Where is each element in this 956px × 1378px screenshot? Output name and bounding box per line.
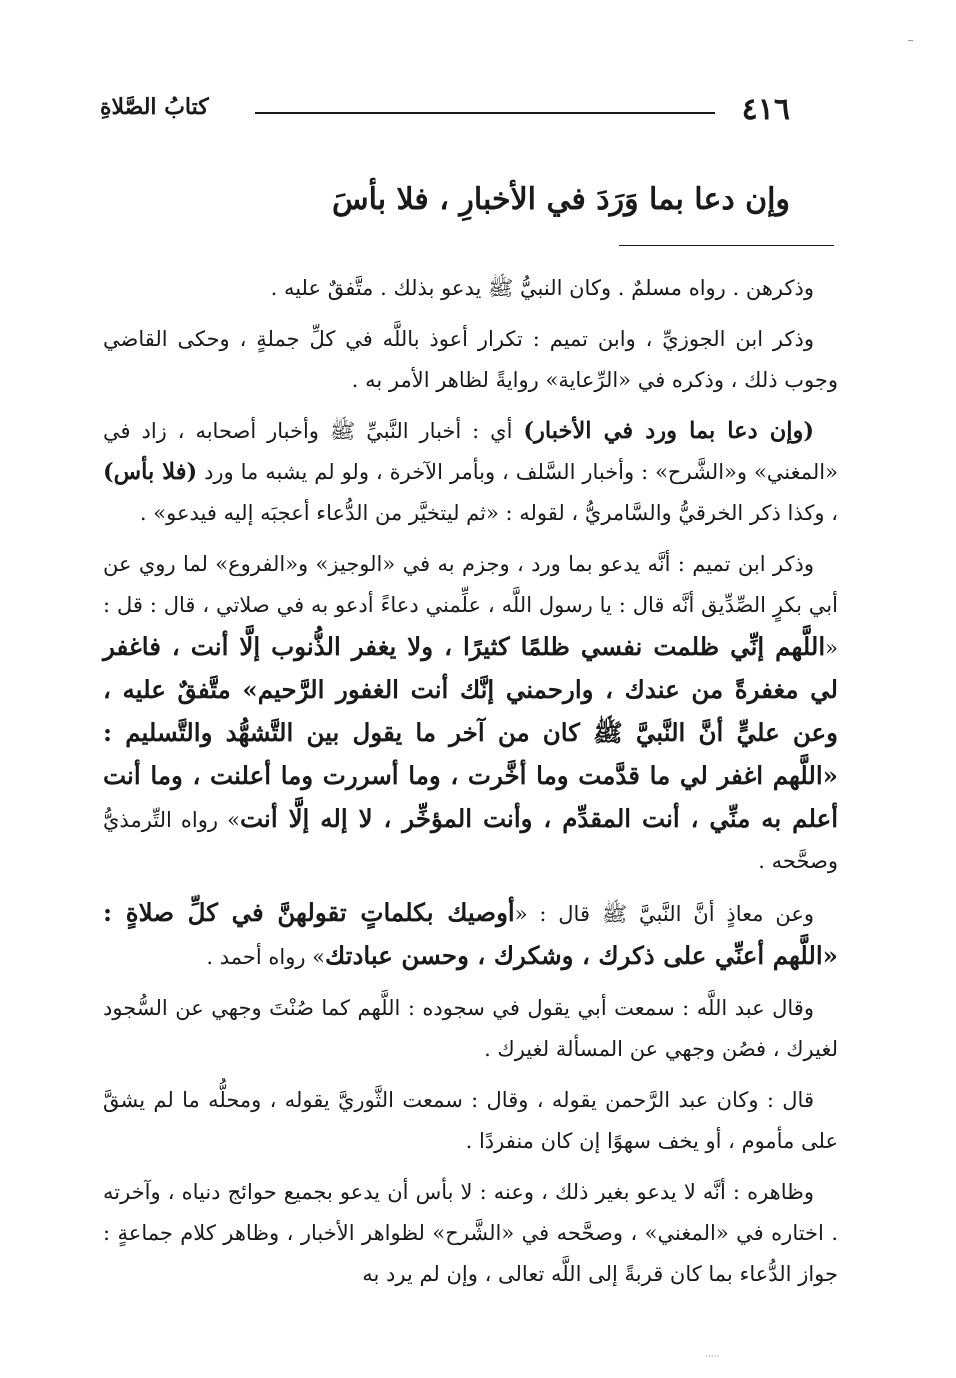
paragraph-1: وذكرهن . رواه مسلمٌ . وكان النبيُّ ﷺ يدعو بذلك . متَّفقٌ عليه . (270, 276, 814, 300)
hadith-text: أوصيك بكلماتٍ تقولهنَّ في كلِّ صلاةٍ : «اللَّهم أعنِّي على ذكرك ، وشكرك ، وحسن عبادتك (103, 898, 838, 970)
paragraph-2: وذكر ابن الجوزيِّ ، وابن تميم : تكرار أعوذ باللَّه في كلِّ جملةٍ ، وحكى القاضي وجوب ذلك ، وذكره في «الرِّعاية» روايةً لظاهر الأمر به . (103, 327, 838, 392)
matn-separator-rule (619, 245, 834, 246)
matn-quote: (وإن دعا بما ورد في الأخبار) (523, 418, 814, 444)
paragraph-7: قال : وكان عبد الرَّحمن يقوله ، وقال : سمعت الثَّوريَّ يقوله ، ومحلُّه ما لم يشقَّ على مأموم ، أو يخف سهوًا إن كان منفردًا . (103, 1088, 838, 1153)
paragraph-3 (103, 411, 838, 534)
paragraph-6: وقال عبد اللَّه : سمعت أبي يقول في سجوده : اللَّهم كما صُنْتَ وجهي عن السُّجود لغيرك ، فصُن وجهي عن المسألة لغيرك . (103, 996, 838, 1061)
page-number: ٤١٦ (741, 92, 790, 127)
page-edge-mark (908, 40, 913, 41)
scan-dot-mark: ····· (705, 1352, 720, 1362)
paragraph-text: وذكر ابن تميم : أنَّه يدعو بما ورد ، وجزم به في «الوجيز» و«الفروع» لما روي عن أبي بكرٍ الصِّدِّيق أنَّه قال : يا رسول اللَّه ، علِّمني دعاءً أدعو به في صلاتي ، قال : قل : « (103, 552, 838, 660)
paragraph-text: ، وكذا ذكر الخرقيُّ والسَّامريُّ ، لقوله : «ثم ليتخيَّر من الدُّعاء أعجبَه إليه فيدعو» . (139, 501, 838, 525)
paragraph-text: وعن معاذٍ أنَّ النَّبيَّ ﷺ قال : « (514, 902, 814, 926)
paragraph-text: أي : أخبار النَّبيِّ ﷺ وأخبار أصحابه ، زاد في «المغني» و«الشَّرح» : وأخبار السَّلف ، وبأمر الآخرة ، ولو لم يشبه ما ورد (103, 419, 838, 484)
paragraph-8: وظاهره : أنَّه لا يدعو بغير ذلك ، وعنه : لا بأس أن يدعو بجميع حوائج دنياه ، وآخرته . اختاره في «المغني» ، وصحَّحه في «الشَّرح» لظواهر الأخبار ، وظاهر كلام جماعةٍ : جواز الدُّعاء بما كان قربةً إلى اللَّه تعالى ، وإن لم يرد به (103, 1180, 838, 1286)
hadith-text: اللَّهم إنِّي ظلمت نفسي ظلمًا كثيرًا ، ولا يغفر الذُّنوب إلَّا أنت ، فاغفر لي مغفرةً من عندك ، وارحمني إنَّك أنت الغفور الرَّحيم» متَّفقٌ عليه ، وعن عليٍّ أنَّ النَّبيَّ ﷺ كان من آخر ما يقول بين التَّشهُّد والتَّسليم : «اللَّهم اغفر لي ما قدَّمت وما أخَّرت ، وما أسررت وما أعلنت ، وما أنت أعلم به منِّي ، أنت المقدِّم ، وأنت المؤخِّر ، لا إله إلَّا أنت (103, 632, 838, 833)
paragraph-text: » رواه أحمد . (206, 945, 326, 969)
paragraph-5 (103, 892, 838, 978)
book-title: كتابُ الصَّلاةِ (100, 94, 209, 120)
paragraph-4 (103, 544, 838, 882)
running-header (100, 92, 790, 132)
header-rule (255, 112, 715, 114)
commentary-body (103, 268, 838, 1305)
matn-heading: وإن دعا بما وَرَدَ في الأخبارِ ، فلا بأسَ (331, 182, 790, 217)
paragraph-text: » رواه التِّرمذيُّ وصحَّحه . (103, 808, 838, 873)
matn-quote: (فلا بأس) (103, 459, 198, 485)
